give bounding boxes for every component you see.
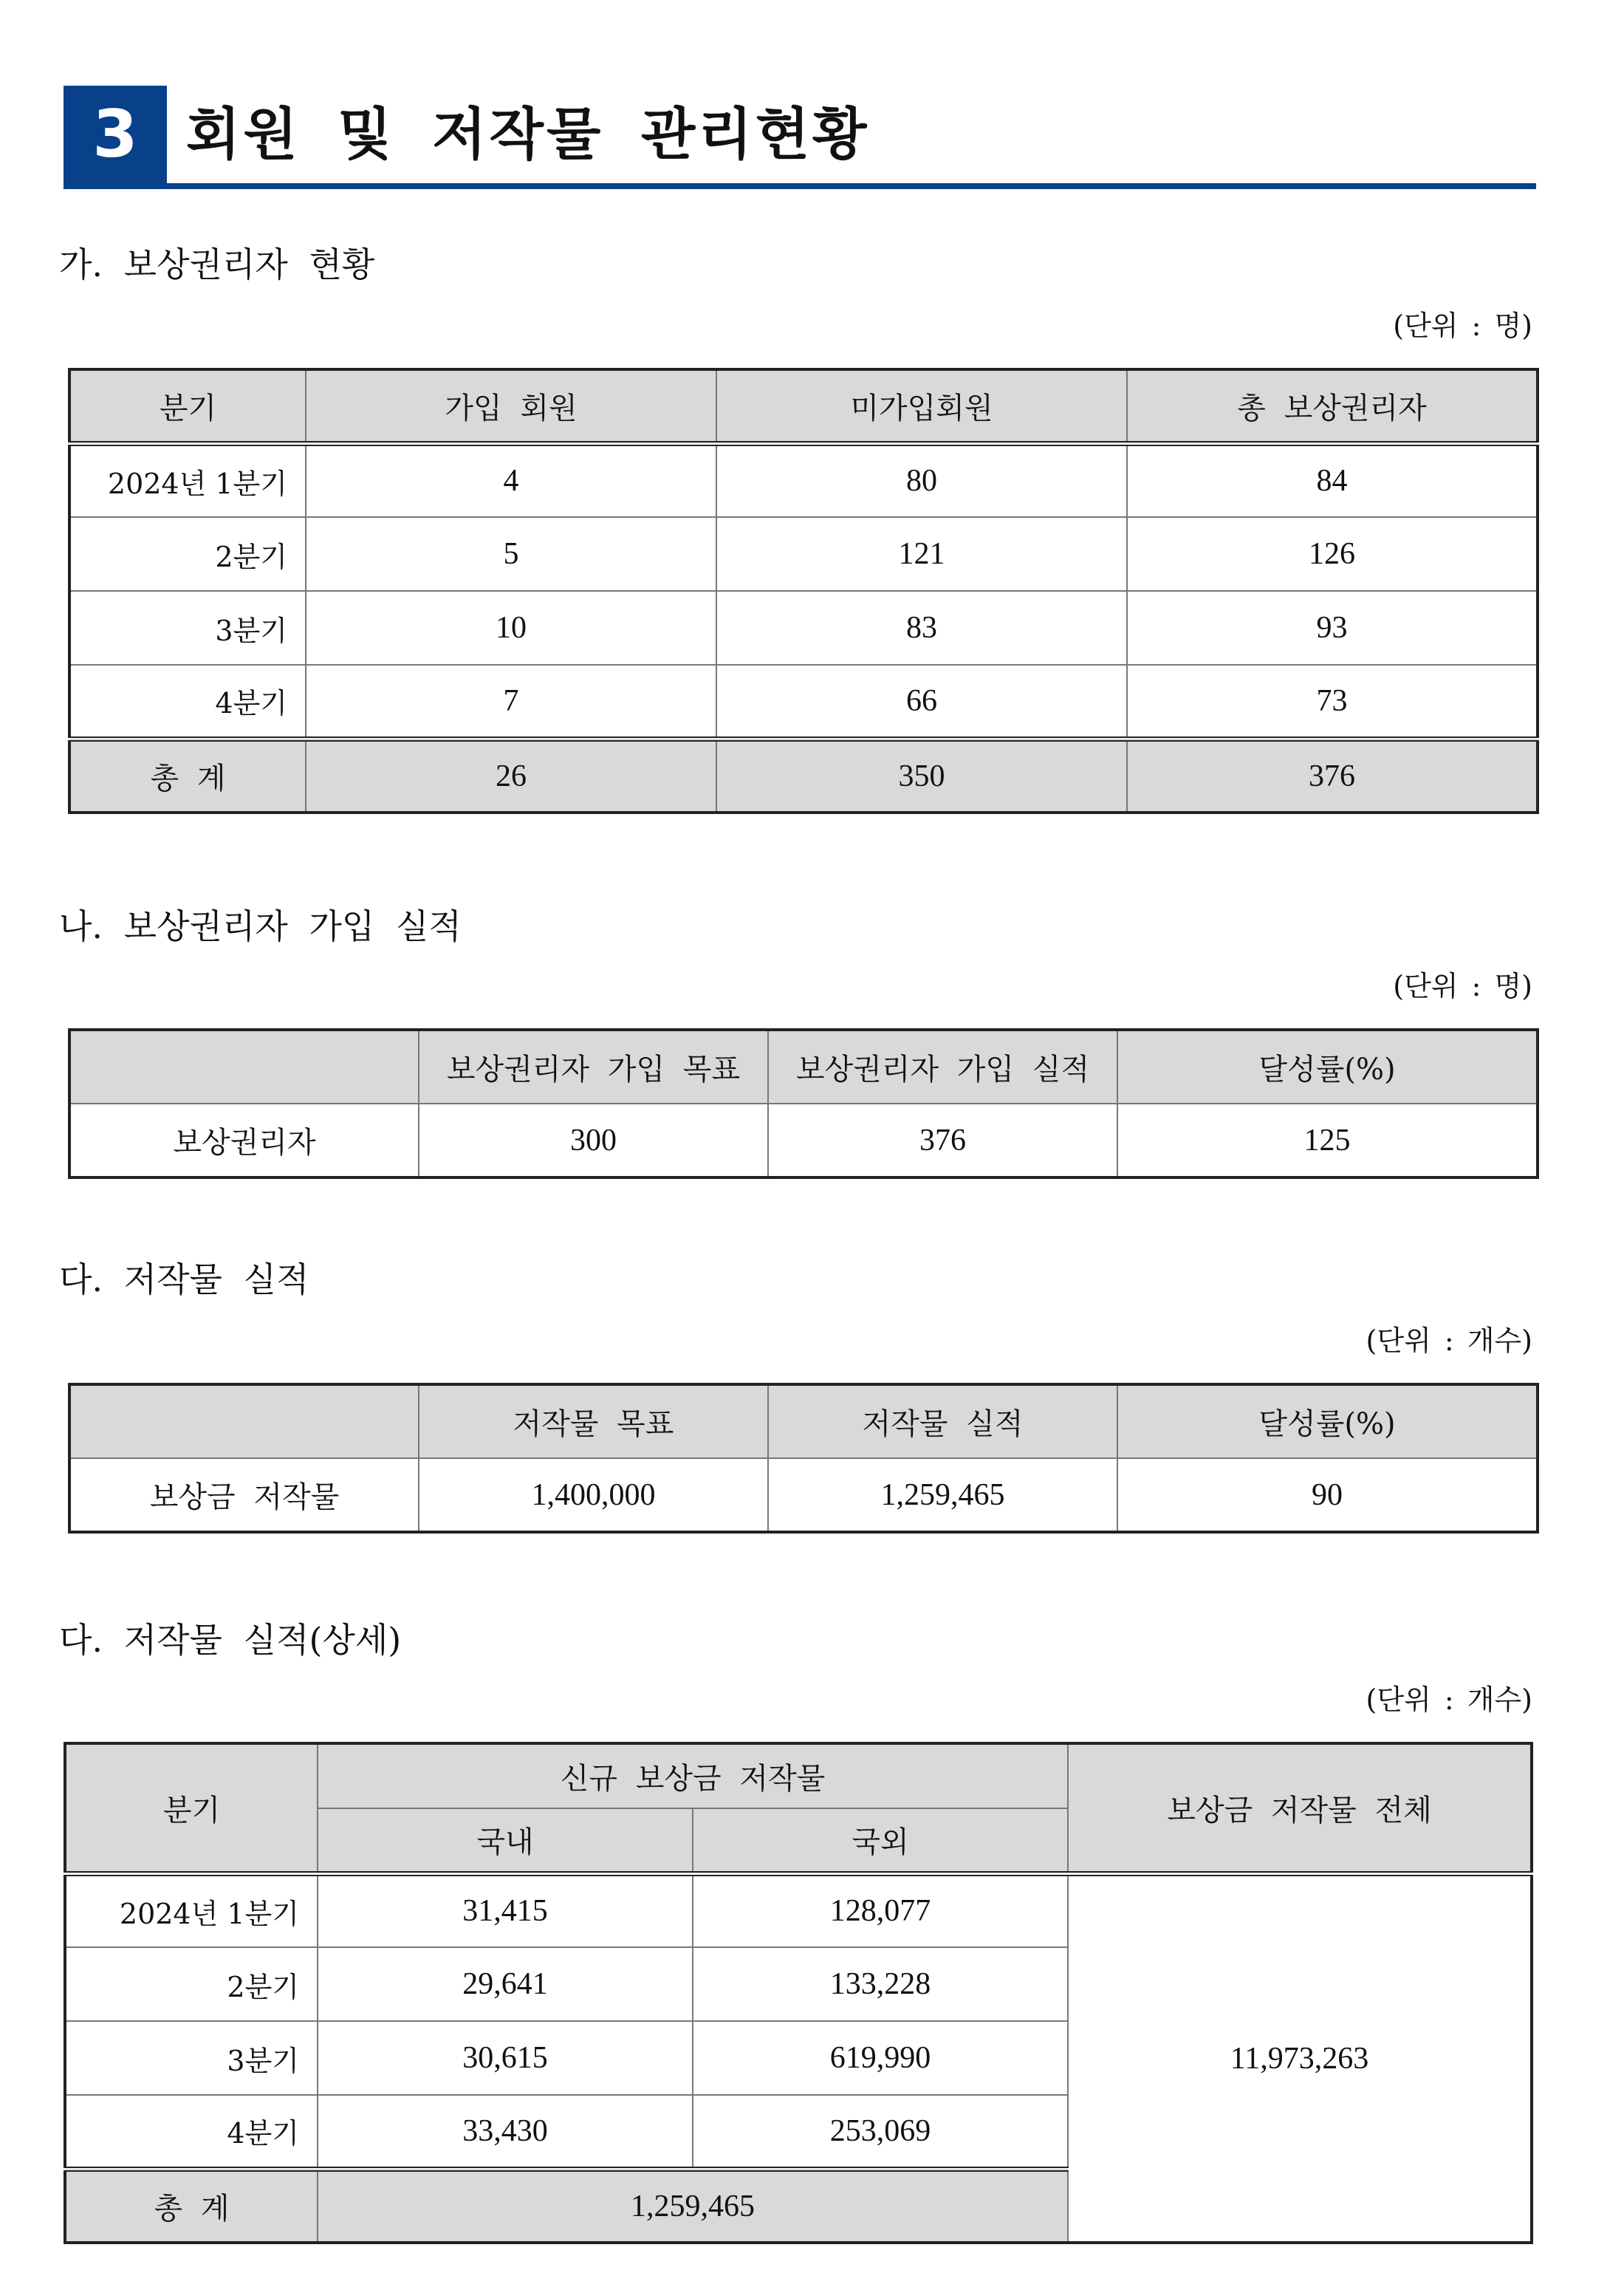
col-header-joined: 가입 회원 xyxy=(306,369,716,443)
cell-total-works-value: 11,973,263 xyxy=(1068,1873,1532,2243)
cell-joined: 4 xyxy=(306,443,716,517)
col-header-achievement-rate: 달성률(%) xyxy=(1117,1384,1538,1458)
col-header-total-works: 보상금 저작물 전체 xyxy=(1068,1743,1532,1873)
table-row xyxy=(69,1458,1538,1532)
row-quarter-label: 2024년 1분기 xyxy=(65,1873,318,1947)
cell-domestic: 30,615 xyxy=(318,2021,693,2095)
cell-target: 1,400,000 xyxy=(419,1458,768,1532)
cell-not-joined: 80 xyxy=(716,443,1127,517)
works-performance-table xyxy=(68,1383,1539,1534)
cell-total: 84 xyxy=(1127,443,1538,517)
row-quarter-label: 4분기 xyxy=(69,665,306,739)
works-detail-table xyxy=(64,1742,1533,2244)
col-header-enrollment-target: 보상권리자 가입 목표 xyxy=(419,1030,768,1104)
col-header-quarter: 분기 xyxy=(69,369,306,443)
row-quarter-label: 3분기 xyxy=(69,591,306,665)
col-header-foreign: 국외 xyxy=(693,1808,1068,1873)
rights-holder-status-table xyxy=(68,368,1539,814)
table-row xyxy=(69,1104,1538,1177)
heading-underline xyxy=(64,183,1536,189)
table-header-row xyxy=(69,369,1538,443)
section-a-title: 가. 보상권리자 현황 xyxy=(59,245,375,284)
cell-foreign: 128,077 xyxy=(693,1873,1068,1947)
cell-not-joined: 66 xyxy=(716,665,1127,739)
cell-target: 300 xyxy=(419,1104,768,1177)
cell-joined: 10 xyxy=(306,591,716,665)
total-label: 총 계 xyxy=(69,739,306,813)
col-header-domestic: 국내 xyxy=(318,1808,693,1873)
col-header-new-works: 신규 보상금 저작물 xyxy=(318,1743,1068,1808)
total-joined: 26 xyxy=(306,739,716,813)
cell-actual: 376 xyxy=(768,1104,1117,1177)
cell-joined: 5 xyxy=(306,517,716,591)
cell-total: 126 xyxy=(1127,517,1538,591)
col-header-works-actual: 저작물 실적 xyxy=(768,1384,1117,1458)
cell-not-joined: 121 xyxy=(716,517,1127,591)
cell-domestic: 29,641 xyxy=(318,1947,693,2021)
table-row xyxy=(69,517,1538,591)
cell-total: 93 xyxy=(1127,591,1538,665)
cell-rate: 90 xyxy=(1117,1458,1538,1532)
section-b-title: 나. 보상권리자 가입 실적 xyxy=(59,906,462,946)
table-total-row xyxy=(69,739,1538,813)
col-header-total-holders: 총 보상권리자 xyxy=(1127,369,1538,443)
cell-rate: 125 xyxy=(1117,1104,1538,1177)
cell-domestic: 33,430 xyxy=(318,2095,693,2169)
row-quarter-label: 4분기 xyxy=(65,2095,318,2169)
table-row xyxy=(69,665,1538,739)
row-label: 보상권리자 xyxy=(69,1104,419,1177)
total-label: 총 계 xyxy=(65,2169,318,2243)
table-header-row xyxy=(69,1030,1538,1104)
cell-not-joined: 83 xyxy=(716,591,1127,665)
section-d-unit: (단위 : 개수) xyxy=(1366,1683,1532,1716)
total-holders: 376 xyxy=(1127,739,1538,813)
col-header-works-target: 저작물 목표 xyxy=(419,1384,768,1458)
table-row xyxy=(69,591,1538,665)
rights-holder-enrollment-table xyxy=(68,1028,1539,1179)
total-not-joined: 350 xyxy=(716,739,1127,813)
col-header-empty xyxy=(69,1030,419,1104)
cell-foreign: 133,228 xyxy=(693,1947,1068,2021)
section-a-unit: (단위 : 명) xyxy=(1393,310,1532,342)
page-heading xyxy=(64,83,1536,189)
table-header-row xyxy=(65,1743,1532,1808)
col-header-empty xyxy=(69,1384,419,1458)
col-header-achievement-rate: 달성률(%) xyxy=(1117,1030,1538,1104)
row-label: 보상금 저작물 xyxy=(69,1458,419,1532)
row-quarter-label: 2024년 1분기 xyxy=(69,443,306,517)
table-row xyxy=(65,1873,1532,1947)
cell-actual: 1,259,465 xyxy=(768,1458,1117,1532)
row-quarter-label: 2분기 xyxy=(65,1947,318,2021)
col-header-not-joined: 미가입회원 xyxy=(716,369,1127,443)
cell-domestic: 31,415 xyxy=(318,1873,693,1947)
section-number-badge: 3 xyxy=(64,86,167,183)
col-header-quarter: 분기 xyxy=(65,1743,318,1873)
section-b-unit: (단위 : 명) xyxy=(1393,970,1532,1002)
table-row xyxy=(69,443,1538,517)
cell-total: 73 xyxy=(1127,665,1538,739)
cell-foreign: 253,069 xyxy=(693,2095,1068,2169)
row-quarter-label: 2분기 xyxy=(69,517,306,591)
total-new-works: 1,259,465 xyxy=(318,2169,1068,2243)
table-header-row xyxy=(69,1384,1538,1458)
page-title: 회원 및 저작물 관리현황 xyxy=(186,101,870,167)
section-d-title: 다. 저작물 실적(상세) xyxy=(59,1620,402,1660)
section-c-unit: (단위 : 개수) xyxy=(1366,1324,1532,1357)
cell-joined: 7 xyxy=(306,665,716,739)
section-c-title: 다. 저작물 실적 xyxy=(59,1259,309,1299)
row-quarter-label: 3분기 xyxy=(65,2021,318,2095)
cell-foreign: 619,990 xyxy=(693,2021,1068,2095)
col-header-enrollment-actual: 보상권리자 가입 실적 xyxy=(768,1030,1117,1104)
